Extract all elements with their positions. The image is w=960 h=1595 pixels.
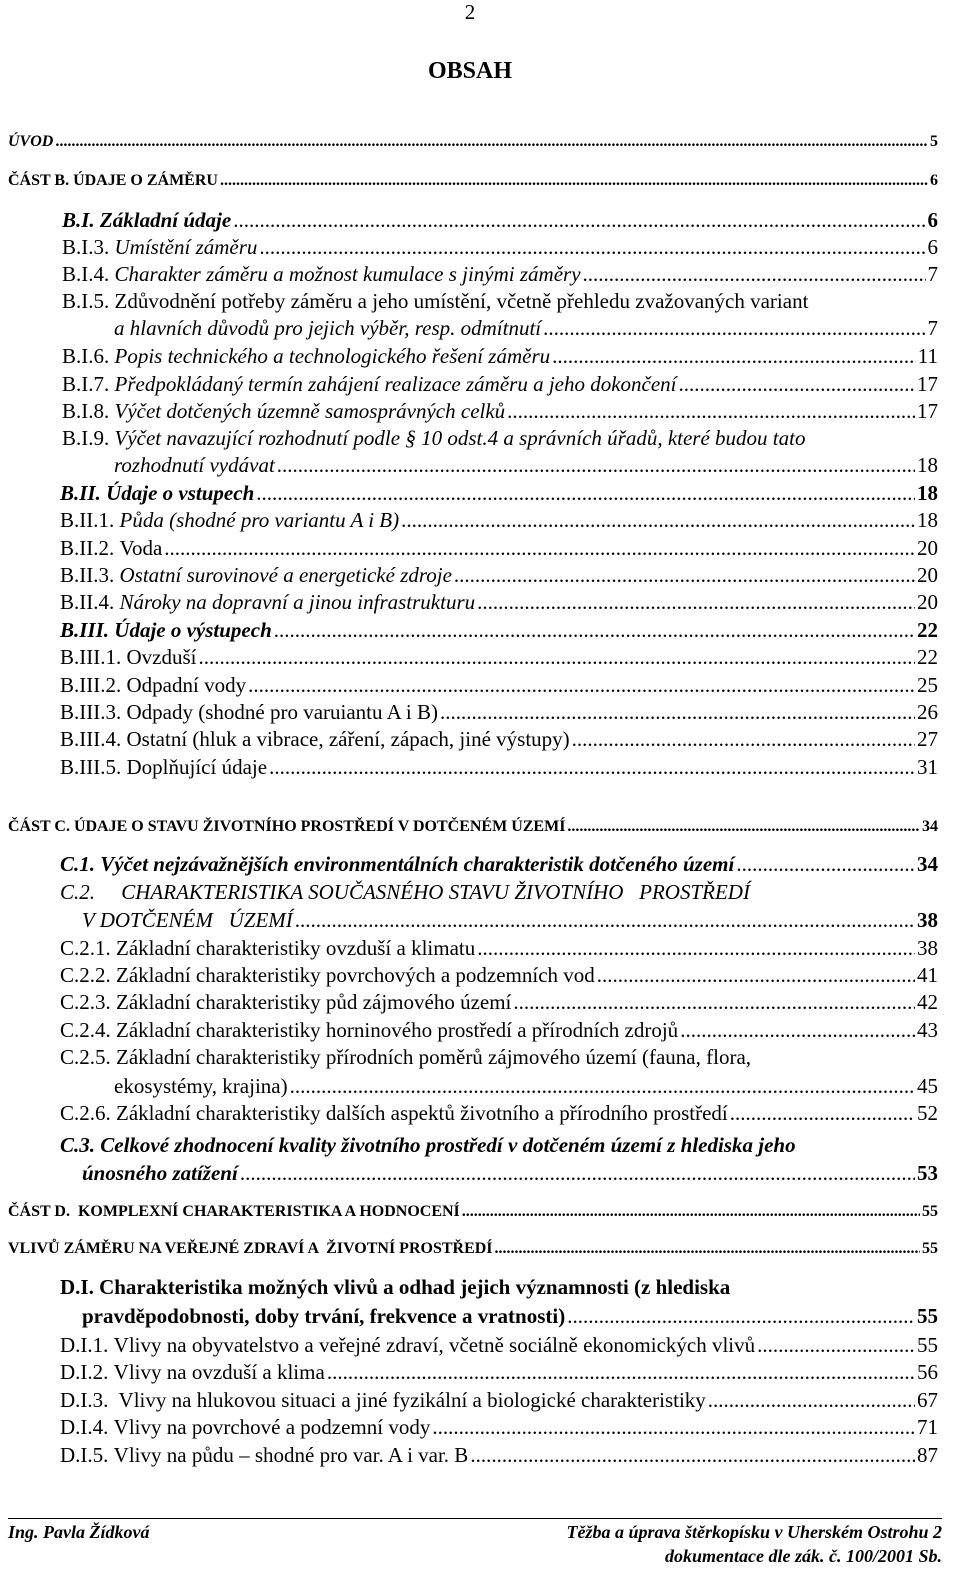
toc-entry-number: B.I.3.	[62, 235, 110, 259]
toc-page: 20	[917, 590, 938, 614]
toc-entry-number: B.III.1.	[60, 645, 122, 669]
toc-page: 55	[922, 1203, 938, 1220]
toc-leader	[55, 133, 928, 151]
page-number: 2	[464, 0, 476, 24]
toc-entry-number: C.2.2.	[60, 963, 111, 987]
toc-page: 34	[917, 852, 938, 876]
toc-page: 5	[930, 133, 938, 150]
toc-page: 34	[922, 818, 938, 835]
toc-entry-d-i-2[interactable]	[60, 1360, 938, 1385]
toc-entry-label: Charakter záměru a možnost kumulace s jinými záměry	[114, 262, 581, 286]
toc-leader	[233, 208, 925, 233]
toc-entry-label-cont: a hlavních důvodů pro jejich výběr, resp. odmítnutí	[114, 316, 542, 340]
toc-entry-number: D.I.5.	[60, 1443, 109, 1467]
toc-entry-label-cont: pravděpodobnosti, doby trvání, frekvence a vratnosti)	[82, 1304, 566, 1328]
toc-page: 7	[927, 316, 938, 340]
toc-leader	[567, 1304, 915, 1329]
toc-page: 7	[927, 262, 938, 286]
toc-entry-label: Půda (shodné pro variantu A i B)	[119, 508, 400, 532]
toc-leader	[259, 235, 925, 260]
toc-leader	[567, 818, 920, 836]
toc-entry-number: D.I.3.	[60, 1388, 109, 1412]
toc-leader	[220, 172, 928, 190]
toc-entry-label: C.3. Celkové zhodnocení kvality životního prostředí v dotčeném území z hlediska jeho	[60, 1133, 796, 1157]
toc-entry-d-i-1[interactable]	[60, 1333, 938, 1358]
toc-entry-uvod[interactable]	[8, 133, 938, 151]
toc-entry-label: Ostatní (hluk a vibrace, záření, zápach, jiné výstupy)	[126, 727, 570, 751]
toc-page: 71	[917, 1415, 938, 1439]
toc-page: 42	[917, 990, 938, 1014]
toc-entry-d-i-3[interactable]	[60, 1388, 938, 1413]
toc-entry-c-2-6[interactable]	[60, 1101, 938, 1126]
toc-page: 31	[917, 755, 938, 779]
toc-entry-b-i-5[interactable]	[114, 316, 938, 341]
toc-leader	[552, 344, 916, 369]
toc-leader	[256, 481, 915, 506]
toc-entry-b-iii-4[interactable]	[60, 727, 938, 752]
toc-page: 53	[917, 1161, 938, 1185]
toc-leader	[477, 936, 915, 961]
toc-entry-number: B.II.1.	[60, 508, 115, 532]
toc-entry-c-2-5-line1[interactable]	[60, 1045, 751, 1070]
footer-project-title: Těžba a úprava štěrkopísku v Uherském Ostrohu 2	[566, 1522, 942, 1542]
toc-leader	[462, 1203, 920, 1221]
toc-entry-b-ii-2[interactable]	[60, 536, 938, 561]
toc-page: 20	[917, 563, 938, 587]
toc-leader	[572, 727, 915, 752]
toc-leader	[543, 316, 925, 341]
toc-entry-cast-b[interactable]	[8, 172, 938, 190]
toc-entry-label: Základní charakteristiky přírodních poměrů zájmového území (fauna, flora,	[116, 1045, 752, 1069]
toc-entry-number: C.2.3.	[60, 990, 111, 1014]
toc-entry-number: C.2.1.	[60, 936, 111, 960]
toc-leader	[495, 1240, 920, 1258]
toc-entry-c-2[interactable]	[82, 908, 938, 933]
toc-page: 55	[917, 1304, 938, 1328]
toc-leader	[432, 1415, 915, 1440]
toc-leader	[708, 1388, 915, 1413]
toc-entry-label: B.I. Základní údaje	[62, 208, 232, 232]
toc-entry-label: Výčet navazující rozhodnutí podle § 10 odst.4 a správních úřadů, které budou tato	[114, 426, 806, 450]
toc-entry-c-2-2[interactable]	[60, 963, 938, 988]
toc-page: 22	[917, 618, 938, 642]
toc-leader	[680, 1018, 915, 1043]
toc-page: 18	[917, 481, 938, 505]
toc-entry-label: B.II. Údaje o vstupech	[60, 481, 255, 505]
toc-entry-label-cont: V DOTČENÉM ÚZEMÍ	[82, 908, 293, 932]
toc-page: 18	[917, 453, 938, 477]
toc-page: 25	[917, 673, 938, 697]
toc-entry-label: Vlivy na obyvatelstvo a veřejné zdraví, včetně sociálně ekonomických vlivů	[113, 1333, 756, 1357]
toc-leader	[440, 700, 915, 725]
toc-entry-label: Odpady (shodné pro varuiantu A i B)	[126, 700, 438, 724]
toc-entry-label: Výčet dotčených územně samosprávných celků	[114, 399, 506, 423]
toc-page: 38	[917, 936, 938, 960]
toc-entry-c-3-line1[interactable]	[60, 1133, 796, 1158]
toc-page: 17	[917, 399, 938, 423]
toc-leader	[248, 673, 915, 698]
toc-page: 56	[917, 1360, 938, 1384]
toc-entry-number: B.III.2.	[60, 673, 122, 697]
toc-entry-label: VLIVŮ ZÁMĚRU NA VEŘEJNÉ ZDRAVÍ A ŽIVOTNÍ PROSTŘEDÍ	[8, 1240, 493, 1257]
toc-page: 11	[917, 344, 938, 368]
toc-entry-label: ČÁST C. ÚDAJE O STAVU ŽIVOTNÍHO PROSTŘEDÍ V DOTČENÉM ÚZEMÍ	[8, 818, 566, 835]
toc-entry-c-3[interactable]	[82, 1161, 938, 1186]
toc-entry-number: C.2.4.	[60, 1018, 111, 1042]
toc-leader	[277, 453, 915, 478]
toc-leader	[199, 645, 916, 670]
toc-leader	[679, 372, 915, 397]
toc-entry-b-i-8[interactable]	[62, 399, 938, 424]
toc-entry-d-i-5[interactable]	[60, 1443, 938, 1468]
toc-entry-number: B.I.6.	[62, 344, 110, 368]
footer-divider	[8, 1518, 942, 1519]
toc-page: 43	[917, 1018, 938, 1042]
toc-entry-b-i-5-line1[interactable]	[62, 289, 808, 314]
toc-entry-number: C.2.6.	[60, 1101, 111, 1125]
toc-leader	[513, 990, 915, 1015]
toc-entry-b-iii-5[interactable]	[60, 755, 938, 780]
toc-page: 87	[917, 1443, 938, 1467]
toc-entry-number: B.I.5.	[62, 289, 110, 313]
toc-page: 18	[917, 508, 938, 532]
toc-entry-b-i[interactable]	[62, 208, 938, 233]
toc-entry-number: B.III.5.	[60, 755, 122, 779]
toc-page: 20	[917, 536, 938, 560]
toc-entry-number: B.I.8.	[62, 399, 110, 423]
toc-entry-label: Základní charakteristiky dalších aspektů životního a přírodního prostředí	[116, 1101, 728, 1125]
toc-leader	[274, 618, 915, 643]
toc-entry-b-i-7[interactable]	[62, 372, 938, 397]
toc-entry-number: C.2.5.	[60, 1045, 111, 1069]
toc-entry-b-i-3[interactable]	[62, 235, 938, 260]
toc-entry-label: Základní charakteristiky horninového prostředí a přírodních zdrojů	[116, 1018, 679, 1042]
toc-entry-vlivu[interactable]	[8, 1240, 938, 1258]
toc-entry-label: Základní charakteristiky povrchových a podzemních vod	[116, 963, 595, 987]
toc-entry-number: D.I.4.	[60, 1415, 109, 1439]
toc-entry-label: Ovzduší	[126, 645, 197, 669]
toc-entry-cast-c[interactable]	[8, 818, 938, 836]
toc-leader	[401, 508, 915, 533]
toc-entry-label: C.1. Výčet nejzávažnějších environmentálních charakteristik dotčeného území	[60, 852, 735, 876]
toc-entry-c-2-line1[interactable]	[60, 880, 750, 905]
toc-leader	[757, 1333, 915, 1358]
toc-entry-number: B.I.7.	[62, 372, 110, 396]
toc-entry-label: Základní charakteristiky ovzduší a klimatu	[116, 936, 476, 960]
toc-entry-label: Vlivy na půdu – shodné pro var. A i var. B	[113, 1443, 469, 1467]
toc-entry-label: Popis technického a technologického řešení záměru	[114, 344, 551, 368]
toc-entry-number: B.I.4.	[62, 262, 110, 286]
toc-entry-number: B.II.3.	[60, 563, 115, 587]
toc-page: 55	[917, 1333, 938, 1357]
toc-entry-label: ÚVOD	[8, 133, 54, 150]
toc-page: 22	[917, 645, 938, 669]
toc-entry-label-cont: únosného zatížení	[82, 1161, 238, 1185]
toc-leader	[240, 1161, 915, 1186]
toc-entry-b-i-9[interactable]	[114, 453, 938, 478]
toc-entry-label: Voda	[119, 536, 163, 560]
toc-page: 26	[917, 700, 938, 724]
toc-page: 6	[927, 208, 938, 232]
toc-entry-c-2-1[interactable]	[60, 936, 938, 961]
toc-page: 67	[917, 1388, 938, 1412]
toc-entry-label: Odpadní vody	[126, 673, 247, 697]
toc-entry-label: Nároky na dopravní a jinou infrastrukturu	[119, 590, 476, 614]
toc-entry-c-2-3[interactable]	[60, 990, 938, 1015]
toc-entry-b-ii-3[interactable]	[60, 563, 938, 588]
toc-entry-c-2-4[interactable]	[60, 1018, 938, 1043]
toc-entry-label: ČÁST D. KOMPLEXNÍ CHARAKTERISTIKA A HODNOCENÍ	[8, 1203, 460, 1220]
toc-entry-b-iii-2[interactable]	[60, 673, 938, 698]
toc-entry-number: B.III.4.	[60, 727, 122, 751]
toc-leader	[730, 1101, 915, 1126]
toc-entry-label: Umístění záměru	[114, 235, 258, 259]
toc-entry-b-iii[interactable]	[60, 618, 938, 643]
toc-leader	[597, 963, 915, 988]
toc-entry-label: Vlivy na povrchové a podzemní vody	[113, 1415, 431, 1439]
footer-author: Ing. Pavla Žídková	[8, 1522, 150, 1542]
footer-legal-reference: dokumentace dle zák. č. 100/2001 Sb.	[665, 1546, 942, 1566]
toc-entry-d-i-line1[interactable]	[60, 1275, 730, 1300]
toc-entry-label: D.I. Charakteristika možných vlivů a odhad jejich významnosti (z hlediska	[60, 1275, 731, 1299]
toc-entry-label: Vlivy na hlukovou situaci a jiné fyzikální a biologické charakteristiky	[113, 1388, 706, 1412]
toc-entry-label-cont: rozhodnutí vydávat	[114, 453, 275, 477]
toc-entry-b-iii-1[interactable]	[60, 645, 938, 670]
toc-page: 45	[917, 1074, 938, 1098]
toc-entry-number: B.III.3.	[60, 700, 122, 724]
toc-page: 6	[927, 235, 938, 259]
toc-entry-label: Základní charakteristiky půd zájmového území	[116, 990, 512, 1014]
toc-entry-label: ČÁST B. ÚDAJE O ZÁMĚRU	[8, 172, 218, 189]
toc-entry-b-i-4[interactable]	[62, 262, 938, 287]
toc-page: 6	[930, 172, 938, 189]
toc-leader	[583, 262, 926, 287]
toc-entry-d-i-4[interactable]	[60, 1415, 938, 1440]
toc-entry-number: D.I.2.	[60, 1360, 109, 1384]
toc-entry-label: Ostatní surovinové a energetické zdroje	[119, 563, 452, 587]
toc-leader	[454, 563, 915, 588]
toc-entry-b-i-9-line1[interactable]	[62, 426, 805, 451]
toc-entry-b-ii-1[interactable]	[60, 508, 938, 533]
toc-entry-number: D.I.1.	[60, 1333, 109, 1357]
toc-entry-number: B.II.4.	[60, 590, 115, 614]
toc-leader	[295, 908, 915, 933]
toc-leader	[269, 755, 915, 780]
toc-page: 27	[917, 727, 938, 751]
toc-entry-b-ii-4[interactable]	[60, 590, 938, 615]
toc-page: 41	[917, 963, 938, 987]
toc-entry-label: Doplňující údaje	[126, 755, 268, 779]
toc-leader	[477, 590, 915, 615]
toc-entry-d-i[interactable]	[82, 1304, 938, 1329]
toc-leader	[736, 852, 915, 877]
toc-entry-label-cont: ekosystémy, krajina)	[114, 1074, 288, 1098]
toc-leader	[290, 1074, 915, 1099]
toc-entry-number: B.II.2.	[60, 536, 115, 560]
toc-leader	[327, 1360, 915, 1385]
toc-page: 55	[922, 1240, 938, 1257]
page-title: OBSAH	[427, 58, 513, 84]
toc-entry-label: B.III. Údaje o výstupech	[60, 618, 272, 642]
toc-leader	[507, 399, 915, 424]
toc-entry-b-ii[interactable]	[60, 481, 938, 506]
toc-entry-c-2-5[interactable]	[114, 1074, 938, 1099]
toc-entry-c-1[interactable]	[60, 852, 938, 877]
toc-leader	[164, 536, 915, 561]
toc-page: 38	[917, 908, 938, 932]
toc-entry-label: Předpokládaný termín zahájení realizace záměru a jeho dokončení	[114, 372, 677, 396]
toc-entry-cast-d[interactable]	[8, 1203, 938, 1221]
toc-leader	[470, 1443, 915, 1468]
toc-entry-b-iii-3[interactable]	[60, 700, 938, 725]
toc-entry-label: Zdůvodnění potřeby záměru a jeho umístění, včetně přehledu zvažovaných variant	[114, 289, 809, 313]
toc-page: 17	[917, 372, 938, 396]
toc-entry-label: Vlivy na ovzduší a klima	[113, 1360, 325, 1384]
toc-entry-b-i-6[interactable]	[62, 344, 938, 369]
toc-entry-label: C.2. CHARAKTERISTIKA SOUČASNÉHO STAVU ŽIVOTNÍHO PROSTŘEDÍ	[60, 880, 750, 904]
toc-page: 52	[917, 1101, 938, 1125]
toc-entry-number: B.I.9.	[62, 426, 110, 450]
